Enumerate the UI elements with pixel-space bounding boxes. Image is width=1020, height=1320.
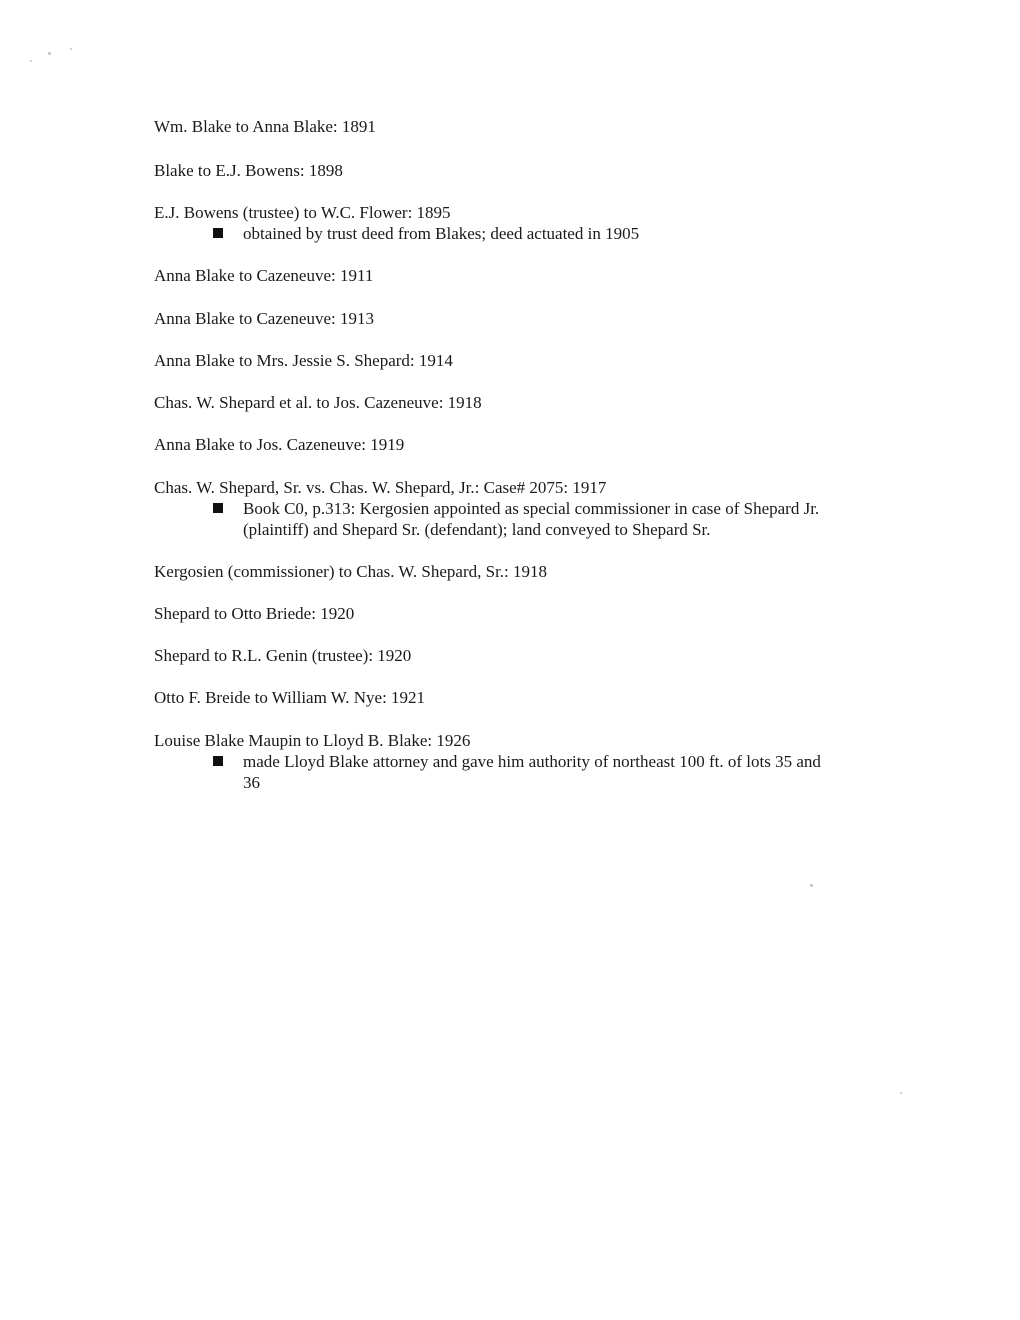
scan-speck [810, 884, 813, 887]
entry-4: Anna Blake to Cazeneuve: 1911 [154, 266, 374, 285]
entry-11: Shepard to Otto Briede: 1920 [154, 604, 355, 623]
entry-10: Kergosien (commissioner) to Chas. W. Shepard, Sr.: 1918 [154, 562, 548, 581]
bullet-text-line: made Lloyd Blake attorney and gave him authority of northeast 100 ft. of lots 35 and [243, 752, 821, 771]
list-item [213, 751, 893, 793]
bullet-text: obtained by trust deed from Blakes; deed actuated in 1905 [243, 224, 640, 243]
entry-2: Blake to E.J. Bowens: 1898 [154, 161, 343, 180]
scan-speck [48, 52, 51, 55]
entry-9: Chas. W. Shepard, Sr. vs. Chas. W. Shepard, Jr.: Case# 2075: 1917 [154, 478, 607, 497]
entry-9-bullets [213, 498, 893, 540]
entry-8: Anna Blake to Jos. Cazeneuve: 1919 [154, 435, 405, 454]
scan-speck [30, 60, 32, 62]
bullet-text-line: (plaintiff) and Shepard Sr. (defendant); land conveyed to Shepard Sr. [243, 520, 711, 539]
list-item [213, 223, 893, 244]
square-bullet-icon [213, 756, 223, 766]
scan-speck [70, 48, 72, 50]
entry-14: Louise Blake Maupin to Lloyd B. Blake: 1926 [154, 731, 471, 750]
entry-14-bullets [213, 751, 893, 793]
bullet-text-line: Book C0, p.313: Kergosien appointed as special commissioner in case of Shepard Jr. [243, 499, 820, 518]
list-item [213, 498, 893, 540]
scan-speck [900, 1092, 902, 1094]
bullet-text-line: 36 [243, 773, 260, 792]
square-bullet-icon [213, 228, 223, 238]
entry-3: E.J. Bowens (trustee) to W.C. Flower: 1895 [154, 203, 451, 222]
square-bullet-icon [213, 503, 223, 513]
entry-6: Anna Blake to Mrs. Jessie S. Shepard: 1914 [154, 351, 453, 370]
entry-3-bullets [213, 223, 893, 244]
entry-7: Chas. W. Shepard et al. to Jos. Cazeneuve: 1918 [154, 393, 482, 412]
entry-12: Shepard to R.L. Genin (trustee): 1920 [154, 646, 412, 665]
entry-5: Anna Blake to Cazeneuve: 1913 [154, 309, 374, 328]
entry-13: Otto F. Breide to William W. Nye: 1921 [154, 688, 426, 707]
entry-1: Wm. Blake to Anna Blake: 1891 [154, 117, 376, 136]
